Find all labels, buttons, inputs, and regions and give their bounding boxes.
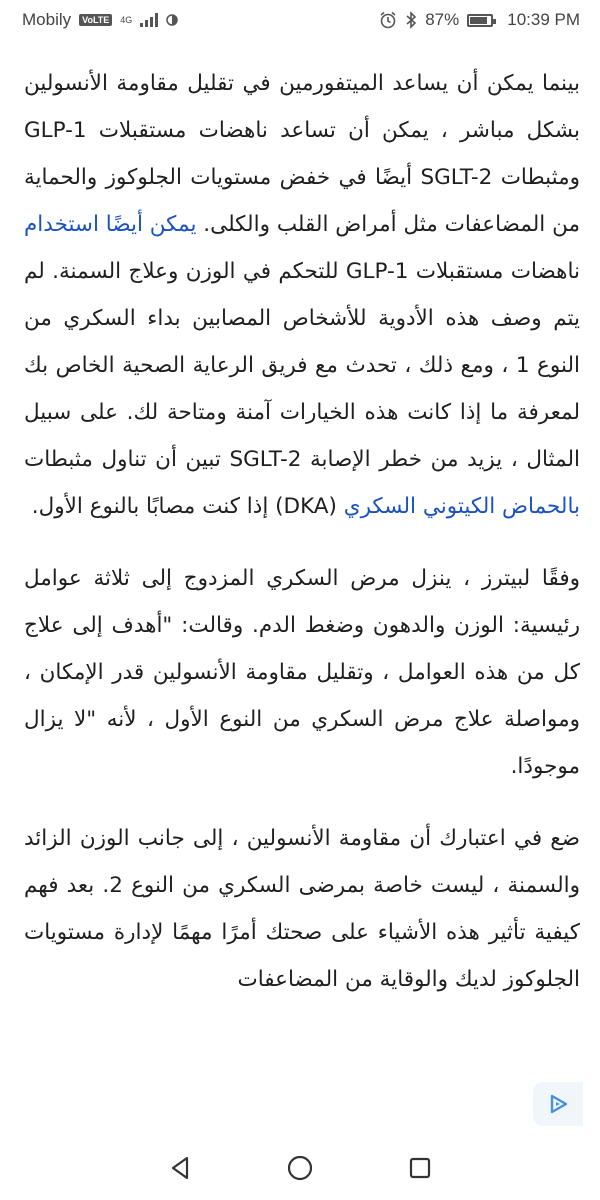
system-nav-bar <box>0 1136 600 1200</box>
carrier-name: Mobily <box>22 10 72 29</box>
signal-bars-icon <box>140 13 158 27</box>
paragraph-text: بينما يمكن أن يساعد الميتفورمين في تقليل مقاومة الأنسولين بشكل مباشر ، يمكن أن تساعد ناهضات مستقبلات GLP-1 ومثبطات SGLT-2 أيضًا في خفض مستويات الجلوكوز والحماية من المضاعفات مثل أمراض القلب والكلى. <box>24 71 580 237</box>
status-bar <box>0 0 600 40</box>
article-link[interactable]: يمكن أيضًا استخدام <box>24 212 197 237</box>
volte-badge: VoLTE <box>79 14 112 26</box>
alarm-icon <box>379 11 397 29</box>
recents-button[interactable] <box>400 1148 440 1188</box>
battery-percent: 87% <box>425 10 460 29</box>
article-paragraph: وفقًا لبيترز ، ينزل مرض السكري المزدوج إلى ثلاثة عوامل رئيسية: الوزن والدهون وضغط الدم. وقالت: "أهدف إلى علاج كل من هذه العوامل ، وتقليل مقاومة الأنسولين قدر الإمكان ، ومواصلة علاج مرض السكري من النوع الأول ، لأنه "لا يزال موجودًا. <box>24 566 580 779</box>
back-button[interactable] <box>160 1148 200 1188</box>
home-button[interactable] <box>280 1148 320 1188</box>
article-body <box>24 60 580 1132</box>
recents-square-icon <box>408 1156 432 1180</box>
paragraph-text: (DKA) إذا كنت مصابًا بالنوع الأول. <box>31 494 344 519</box>
bluetooth-icon <box>405 11 417 29</box>
article-paragraph: ضع في اعتبارك أن مقاومة الأنسولين ، إلى جانب الوزن الزائد والسمنة ، ليست خاصة بمرضى السكري من النوع 2. بعد فهم كيفية تأثير هذه الأشياء على صحتك أمرًا مهمًا لإدارة مستويات الجلوكوز لديك والوقاية من المضاعفات <box>24 826 580 992</box>
status-left <box>22 10 178 30</box>
battery-icon <box>467 14 493 27</box>
ad-choices-button[interactable] <box>533 1082 583 1126</box>
battery-fill <box>470 17 487 24</box>
clock: 10:39 PM <box>507 10 580 29</box>
article-paragraph <box>24 60 580 530</box>
ad-choices-icon <box>547 1093 569 1115</box>
data-saver-icon <box>166 14 178 26</box>
home-circle-icon <box>286 1154 314 1182</box>
paragraph-text: ناهضات مستقبلات GLP-1 للتحكم في الوزن وعلاج السمنة. لم يتم وصف هذه الأدوية للأشخاص المصابين بداء السكري من النوع 1 ، ومع ذلك ، تحدث مع فريق الرعاية الصحية الخاص بك لمعرفة ما إذا كانت هذه الخيارات آمنة ومتاحة لك. على سبيل المثال ، يزيد من خطر الإصابة SGLT-2 تبين أن تناول مثبطات <box>24 259 580 472</box>
back-triangle-icon <box>168 1155 192 1181</box>
article-link[interactable]: بالحماض الكيتوني السكري <box>343 494 580 519</box>
status-right <box>379 10 580 30</box>
network-type: 4G <box>120 14 133 25</box>
